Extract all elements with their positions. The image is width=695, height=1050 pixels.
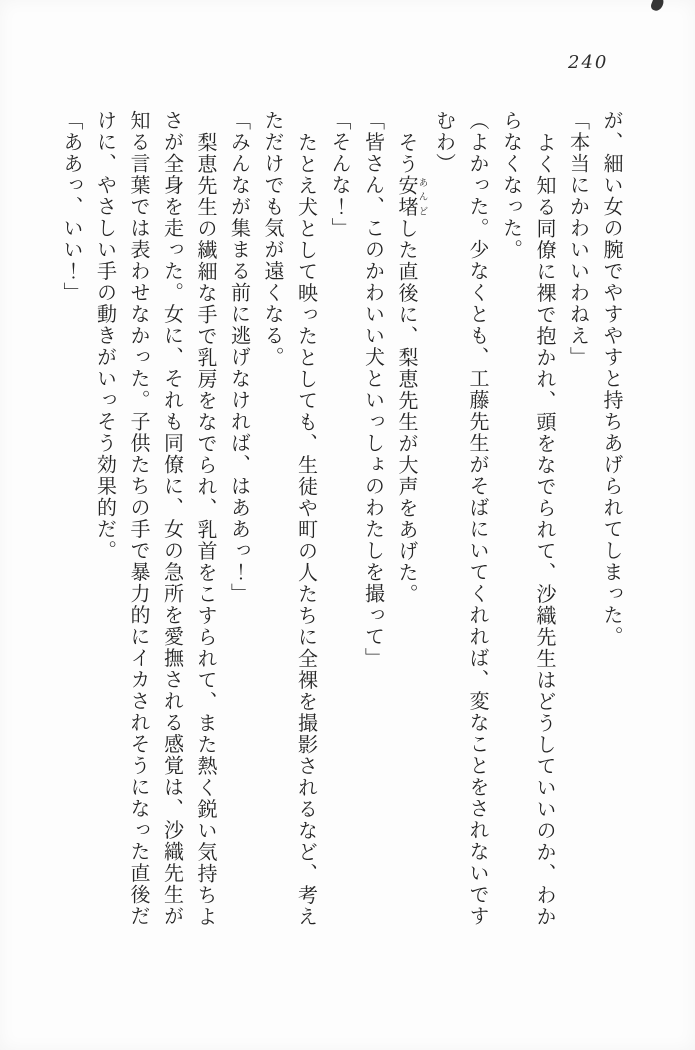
- text-body: [55, 110, 629, 936]
- paragraph: よく知る同僚に裸で抱かれ、頭をなでられて、沙織先生はどうしていいのか、わか らなくなった。: [499, 110, 557, 927]
- scan-artifact: [650, 0, 666, 13]
- paragraph: 梨恵先生の繊細な手で乳房をなでられ、乳首をこすられて、また熱く鋭い気持ちよ さが全身を走った。女に、それも同僚に、女の急所を愛撫される感覚は、沙織先生が 知る言葉では表わせなかった。子供たちの手で暴力的にイカされそうになった直後だ けに、やさしい手の動きがいっそう効果的だ。: [93, 110, 218, 927]
- page-number: 240: [568, 52, 609, 73]
- furigana-ruby: 安堵あんど: [395, 174, 428, 218]
- paragraph: 「みんなが集まる前に逃げなければ、はああっ！」: [227, 110, 252, 605]
- paragraph: が、細い女の腕でやすやすと持ちあげられてしまった。: [600, 110, 624, 648]
- furigana-text: あんど: [416, 174, 428, 218]
- paragraph: たとえ犬として映ったとしても、生徒や町の人たちに全裸を撮影されるなど、考え ただけでも気が遠くなる。: [261, 110, 319, 927]
- paragraph: 「ああっ、いい！」: [60, 110, 84, 304]
- paragraph: 「本当にかわいいわねえ」: [566, 110, 591, 368]
- paragraph: そう安堵あんどした直後に、梨恵先生が大声をあげた。: [395, 131, 428, 605]
- paragraph: （よかった。少なくとも、工藤先生がそばにいてくれれば、変なことをされないです むわ）: [432, 110, 490, 927]
- paragraph: 「そんな！」: [328, 110, 352, 239]
- paragraph: 「皆さん、このかわいい犬といっしょのわたしを撮って」: [361, 110, 386, 669]
